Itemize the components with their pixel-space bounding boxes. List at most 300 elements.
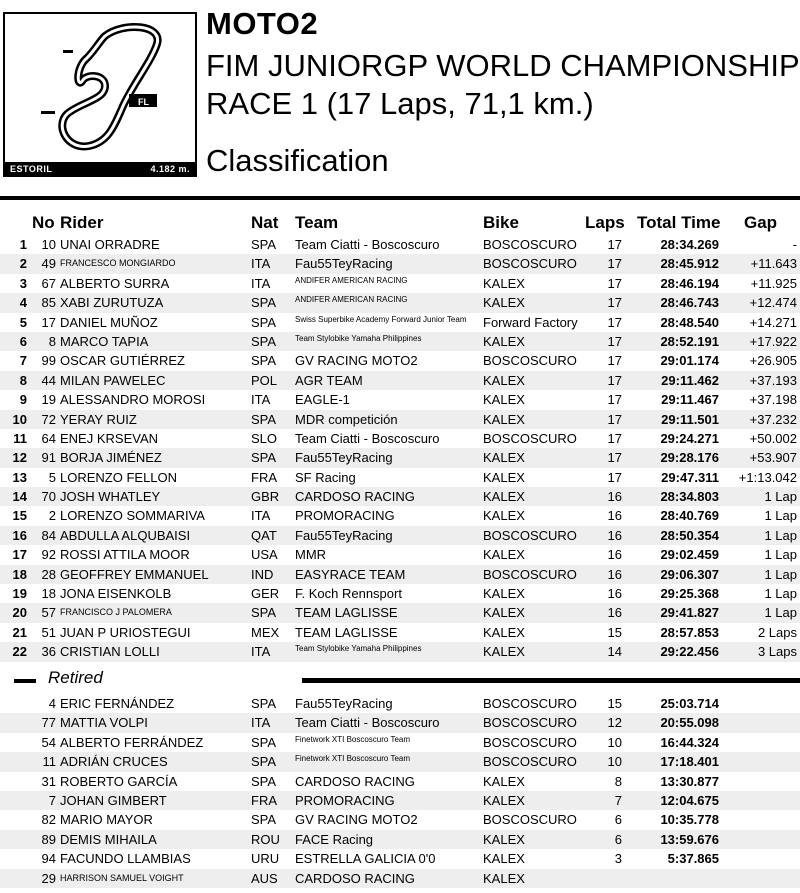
nationality-cell: SLO [251, 430, 278, 446]
rider-cell: LORENZO SOMMARIVA [60, 508, 205, 524]
gap-cell: +14.271 [749, 314, 797, 330]
nationality-cell: SPA [251, 696, 277, 711]
position-cell: 16 [12, 527, 27, 543]
rider-cell: DANIEL MUÑOZ [60, 314, 158, 330]
rider-cell: JUAN P URIOSTEGUI [60, 624, 191, 640]
circuit-layout-icon [5, 14, 195, 162]
total-time-cell: 28:45.912 [660, 256, 719, 272]
laps-cell: 17 [607, 372, 622, 388]
rider-cell: ADRIÁN CRUCES [60, 754, 168, 770]
rider-cell: DEMIS MIHAILA [60, 831, 157, 847]
team-cell: MDR competición [295, 411, 398, 427]
total-time-cell: 13:59.676 [660, 831, 719, 847]
number-cell: 7 [48, 792, 56, 808]
table-row [0, 830, 800, 849]
classification-table [0, 235, 800, 662]
track-name: ESTORIL [10, 163, 53, 174]
laps-cell: 17 [607, 430, 622, 446]
position-cell: 7 [19, 353, 27, 369]
rider-cell: XABI ZURUTUZA [60, 295, 164, 311]
rider-cell: JOHAN GIMBERT [60, 792, 167, 808]
number-cell: 91 [41, 450, 56, 466]
gap-cell: 1 Lap [764, 566, 797, 582]
laps-cell: 16 [607, 586, 622, 602]
rider-cell: YERAY RUIZ [60, 411, 137, 427]
laps-cell: 7 [614, 792, 622, 808]
laps-cell: 17 [607, 256, 622, 272]
bike-cell: KALEX [483, 469, 525, 485]
laps-cell: 16 [607, 489, 622, 505]
bike-cell: KALEX [483, 372, 525, 388]
rider-cell: JONA EISENKOLB [60, 586, 172, 602]
laps-cell: 17 [607, 469, 622, 485]
total-time-cell: 29:24.271 [660, 430, 719, 446]
number-cell: 18 [41, 586, 56, 602]
team-cell: EAGLE-1 [295, 392, 350, 408]
nationality-cell: QAT [251, 527, 277, 543]
nationality-cell: URU [251, 851, 280, 867]
position-cell: 12 [12, 450, 27, 466]
bike-cell: BOSCOSCURO [483, 754, 577, 770]
total-time-cell: 29:22.456 [660, 644, 719, 660]
table-row [0, 603, 800, 622]
team-cell: Swiss Superbike Academy Forward Junior Team [295, 314, 467, 324]
nationality-cell: GER [251, 586, 280, 602]
team-cell: Finetwork XTI Boscoscuro Team [295, 754, 411, 764]
table-row [0, 713, 800, 732]
position-cell: 5 [19, 314, 27, 330]
laps-cell: 17 [607, 411, 622, 427]
table-row [0, 274, 800, 293]
number-cell: 77 [41, 715, 56, 731]
total-time-cell: 17:18.401 [660, 754, 719, 770]
team-cell: Fau55TeyRacing [295, 527, 393, 543]
gap-cell: +50.002 [749, 430, 797, 446]
laps-cell: 16 [607, 605, 622, 621]
total-time-cell: 29:25.368 [660, 586, 719, 602]
bike-cell: Forward Factory [483, 314, 578, 330]
total-time-cell: 16:44.324 [660, 734, 719, 750]
laps-cell: 16 [607, 508, 622, 524]
table-row [0, 390, 800, 409]
total-time-cell: 29:41.827 [660, 605, 719, 621]
number-cell: 17 [41, 314, 56, 330]
laps-cell: 17 [607, 314, 622, 330]
laps-cell: 6 [614, 812, 622, 828]
bike-cell: KALEX [483, 831, 525, 847]
laps-cell: 3 [614, 851, 622, 867]
team-cell: SF Racing [295, 469, 356, 485]
gap-cell: 3 Laps [757, 644, 797, 660]
number-cell: 2 [48, 508, 56, 524]
rider-cell: BORJA JIMÉNEZ [60, 450, 162, 466]
bike-cell: KALEX [483, 392, 525, 408]
number-cell: 92 [41, 547, 56, 563]
laps-cell: 17 [607, 295, 622, 311]
position-cell: 3 [19, 275, 27, 291]
laps-cell: 17 [607, 450, 622, 466]
number-cell: 94 [41, 851, 56, 867]
position-cell: 22 [12, 644, 27, 660]
table-row [0, 584, 800, 603]
table-row [0, 810, 800, 829]
gap-cell: 1 Lap [764, 605, 797, 621]
bike-cell: KALEX [483, 605, 525, 621]
position-cell: 6 [19, 333, 27, 349]
col-header-team: Team [295, 213, 339, 232]
total-time-cell: 12:04.675 [660, 792, 719, 808]
position-cell: 8 [19, 372, 27, 388]
position-cell: 19 [12, 586, 27, 602]
table-row [0, 332, 800, 351]
laps-cell: 15 [607, 696, 622, 711]
bike-cell: KALEX [483, 851, 525, 867]
nationality-cell: SPA [251, 605, 277, 621]
team-cell: CARDOSO RACING [295, 773, 415, 789]
team-cell: PROMORACING [295, 508, 395, 524]
rider-cell: MARCO TAPIA [60, 333, 149, 349]
nationality-cell: USA [251, 547, 278, 563]
table-row [0, 429, 800, 448]
nationality-cell: MEX [251, 624, 280, 640]
number-cell: 10 [41, 237, 56, 252]
nationality-cell: GBR [251, 489, 280, 505]
nationality-cell: FRA [251, 469, 277, 485]
gap-cell: +11.925 [750, 275, 797, 291]
table-row [0, 752, 800, 771]
bike-cell: KALEX [483, 275, 525, 291]
retired-heading: Retired [48, 668, 103, 687]
bike-cell: BOSCOSCURO [483, 566, 577, 582]
fl-label: FL [138, 97, 149, 107]
total-time-cell: 5:37.865 [667, 851, 719, 867]
team-cell: Finetwork XTI Boscoscuro Team [295, 734, 411, 744]
table-row [0, 791, 800, 810]
team-cell: GV RACING MOTO2 [295, 812, 418, 828]
rider-cell: OSCAR GUTIÉRREZ [60, 353, 185, 369]
nationality-cell: IND [251, 566, 274, 582]
number-cell: 51 [41, 624, 56, 640]
rider-cell: MATTIA VOLPI [60, 715, 148, 731]
bike-cell: BOSCOSCURO [483, 715, 577, 731]
total-time-cell: 29:28.176 [660, 450, 719, 466]
gap-cell: 1 Lap [764, 586, 797, 602]
nationality-cell: ROU [251, 831, 280, 847]
rider-cell: ROBERTO GARCÍA [60, 773, 178, 789]
bike-cell: KALEX [483, 411, 525, 427]
team-cell: GV RACING MOTO2 [295, 353, 418, 369]
gap-cell: +12.474 [749, 295, 797, 311]
rider-cell: CRISTIAN LOLLI [60, 644, 160, 660]
position-cell: 21 [12, 624, 27, 640]
championship-title: FIM JUNIORGP WORLD CHAMPIONSHIP [206, 48, 800, 83]
number-cell: 99 [41, 353, 56, 369]
nationality-cell: AUS [251, 870, 278, 886]
nationality-cell: ITA [251, 275, 271, 291]
bike-cell: KALEX [483, 547, 525, 563]
number-cell: 67 [41, 275, 56, 291]
table-row [0, 448, 800, 467]
gap-cell: 2 Laps [757, 624, 797, 640]
number-cell: 72 [41, 411, 56, 427]
table-row [0, 733, 800, 752]
total-time-cell: 28:46.743 [660, 295, 719, 311]
table-row [0, 772, 800, 791]
gap-cell: +53.907 [749, 450, 797, 466]
team-cell: Team Ciatti - Boscoscuro [295, 430, 440, 446]
total-time-cell: 28:34.803 [660, 489, 719, 505]
position-cell: 15 [12, 508, 27, 524]
nationality-cell: SPA [251, 333, 277, 349]
team-cell: TEAM LAGLISSE [295, 605, 398, 621]
total-time-cell: 28:50.354 [660, 527, 719, 543]
team-cell: MMR [295, 547, 327, 563]
retired-table [0, 694, 800, 888]
team-cell: EASYRACE TEAM [295, 566, 406, 582]
number-cell: 8 [48, 333, 56, 349]
laps-cell: 12 [607, 715, 622, 731]
total-time-cell: 25:03.714 [660, 696, 719, 711]
total-time-cell: 28:40.769 [660, 508, 719, 524]
number-cell: 29 [41, 870, 56, 886]
track-footer [5, 162, 195, 175]
bike-cell: KALEX [483, 295, 525, 311]
laps-cell: 17 [607, 392, 622, 408]
bike-cell: KALEX [483, 624, 525, 640]
table-row [0, 526, 800, 545]
rider-cell: UNAI ORRADRE [60, 237, 160, 252]
rider-cell: ENEJ KRSEVAN [60, 430, 159, 446]
nationality-cell: SPA [251, 314, 277, 330]
number-cell: 4 [48, 696, 56, 711]
position-cell: 9 [19, 392, 27, 408]
bike-cell: KALEX [483, 508, 525, 524]
nationality-cell: SPA [251, 754, 277, 770]
position-cell: 10 [12, 411, 27, 427]
gap-cell: +37.198 [749, 392, 797, 408]
laps-cell: 10 [607, 754, 622, 770]
total-time-cell: 10:35.778 [660, 812, 719, 828]
bike-cell: KALEX [483, 773, 525, 789]
nationality-cell: ITA [251, 508, 271, 524]
rider-cell: FRANCISCO J PALOMERA [60, 607, 172, 618]
gap-cell: +37.232 [749, 411, 797, 427]
gap-cell: 1 Lap [764, 547, 797, 563]
table-row [0, 410, 800, 429]
track-map [3, 12, 197, 177]
table-row [0, 565, 800, 584]
position-cell: 20 [12, 605, 27, 621]
table-row [0, 487, 800, 506]
bike-cell: KALEX [483, 586, 525, 602]
total-time-cell: 28:48.540 [660, 314, 719, 330]
race-title: RACE 1 (17 Laps, 71,1 km.) [206, 86, 594, 121]
bike-cell: BOSCOSCURO [483, 237, 577, 252]
rider-cell: ALBERTO SURRA [60, 275, 170, 291]
rider-cell: ALBERTO FERRÁNDEZ [60, 734, 204, 750]
nationality-cell: POL [251, 372, 278, 388]
rider-cell: GEOFFREY EMMANUEL [60, 566, 209, 582]
team-cell: Team Stylobike Yamaha Philippines [295, 333, 422, 343]
gap-cell: +17.922 [749, 333, 797, 349]
team-cell: ANDIFER AMERICAN RACING [295, 295, 408, 305]
gap-cell: +37.193 [749, 372, 797, 388]
position-cell: 4 [19, 295, 27, 311]
number-cell: 70 [41, 489, 56, 505]
nationality-cell: ITA [251, 715, 271, 731]
table-row [0, 642, 800, 661]
laps-cell: 6 [614, 831, 622, 847]
position-cell: 18 [12, 566, 27, 582]
nationality-cell: SPA [251, 237, 277, 252]
number-cell: 84 [41, 527, 56, 543]
rider-cell: JOSH WHATLEY [60, 489, 161, 505]
track-length: 4.182 m. [150, 163, 190, 174]
col-header-nat: Nat [251, 213, 279, 232]
position-cell: 1 [19, 237, 27, 252]
bike-cell: KALEX [483, 333, 525, 349]
number-cell: 82 [41, 812, 56, 828]
rider-cell: ERIC FERNÁNDEZ [60, 696, 175, 711]
category-title: MOTO2 [206, 6, 319, 41]
table-row [0, 371, 800, 390]
table-row [0, 235, 800, 254]
number-cell: 5 [48, 469, 56, 485]
number-cell: 64 [41, 430, 56, 446]
header-divider [0, 196, 800, 200]
team-cell: TEAM LAGLISSE [295, 624, 398, 640]
number-cell: 31 [41, 773, 56, 789]
nationality-cell: ITA [251, 392, 271, 408]
col-header-time: Total Time [637, 213, 721, 232]
total-time-cell: 29:47.311 [661, 469, 719, 485]
nationality-cell: SPA [251, 353, 277, 369]
position-cell: 14 [12, 489, 27, 505]
total-time-cell: 28:46.194 [660, 275, 719, 291]
team-cell: PROMORACING [295, 792, 395, 808]
total-time-cell: 29:06.307 [660, 566, 719, 582]
table-row [0, 351, 800, 370]
gap-cell: +26.905 [749, 353, 797, 369]
bike-cell: KALEX [483, 489, 525, 505]
gap-cell: 1 Lap [764, 508, 797, 524]
rider-cell: FACUNDO LLAMBIAS [60, 851, 191, 867]
laps-cell: 16 [607, 547, 622, 563]
laps-cell: 14 [607, 644, 622, 660]
bike-cell: BOSCOSCURO [483, 696, 577, 711]
gap-cell: +11.643 [750, 256, 797, 272]
team-cell: CARDOSO RACING [295, 489, 415, 505]
rider-cell: ABDULLA ALQUBAISI [60, 527, 191, 543]
rider-cell: ALESSANDRO MOROSI [60, 392, 206, 408]
total-time-cell: 29:11.462 [661, 372, 719, 388]
total-time-cell: 20:55.098 [660, 715, 719, 731]
laps-cell: 16 [607, 527, 622, 543]
bike-cell: BOSCOSCURO [483, 812, 577, 828]
bike-cell: BOSCOSCURO [483, 430, 577, 446]
number-cell: 54 [41, 734, 56, 750]
total-time-cell: 13:30.877 [660, 773, 719, 789]
laps-cell: 17 [607, 333, 622, 349]
position-cell: 11 [13, 430, 27, 446]
bike-cell: KALEX [483, 870, 525, 886]
rider-cell: MARIO MAYOR [60, 812, 153, 828]
table-row [0, 694, 800, 713]
team-cell: Team Stylobike Yamaha Philippines [295, 644, 422, 654]
laps-cell: 15 [607, 624, 622, 640]
bike-cell: KALEX [483, 644, 525, 660]
table-row [0, 293, 800, 312]
total-time-cell: 29:01.174 [660, 353, 719, 369]
laps-cell: 10 [607, 734, 622, 750]
nationality-cell: SPA [251, 734, 277, 750]
nationality-cell: ITA [251, 256, 271, 272]
document-title: Classification [206, 143, 389, 178]
gap-cell: 1 Lap [764, 527, 797, 543]
rider-cell: MILAN PAWELEC [60, 372, 166, 388]
number-cell: 89 [41, 831, 56, 847]
number-cell: 19 [41, 392, 56, 408]
col-header-gap: Gap [744, 213, 778, 232]
total-time-cell: 28:34.269 [660, 237, 719, 252]
table-row [0, 869, 800, 888]
position-cell: 2 [19, 256, 27, 272]
team-cell: CARDOSO RACING [295, 870, 415, 886]
laps-cell: 8 [614, 773, 622, 789]
number-cell: 28 [41, 566, 56, 582]
bike-cell: KALEX [483, 792, 525, 808]
team-cell: ANDIFER AMERICAN RACING [295, 275, 408, 285]
table-row [0, 849, 800, 868]
table-row [0, 254, 800, 273]
laps-cell: 17 [607, 353, 622, 369]
number-cell: 85 [41, 295, 56, 311]
team-cell: Team Ciatti - Boscoscuro [295, 237, 440, 252]
nationality-cell: SPA [251, 773, 277, 789]
table-row [0, 545, 800, 564]
team-cell: ESTRELLA GALICIA 0'0 [295, 851, 436, 867]
team-cell: FACE Racing [295, 831, 374, 847]
laps-cell: 16 [607, 566, 622, 582]
number-cell: 11 [42, 754, 56, 770]
rider-cell: ROSSI ATTILA MOOR [60, 547, 190, 563]
bike-cell: BOSCOSCURO [483, 256, 577, 272]
team-cell: F. Koch Rennsport [295, 586, 402, 602]
rider-cell: HARRISON SAMUEL VOIGHT [60, 872, 184, 883]
gap-cell: - [792, 237, 797, 252]
team-cell: Fau55TeyRacing [295, 696, 393, 711]
number-cell: 36 [41, 644, 56, 660]
team-cell: Fau55TeyRacing [295, 256, 393, 272]
position-cell: 13 [12, 469, 27, 485]
col-header-laps: Laps [585, 213, 625, 232]
laps-cell: 17 [607, 275, 622, 291]
laps-cell: 17 [607, 237, 622, 252]
col-header-rider: Rider [60, 213, 104, 232]
number-cell: 49 [41, 256, 56, 272]
team-cell: Fau55TeyRacing [295, 450, 393, 466]
col-header-bike: Bike [483, 213, 519, 232]
table-row [0, 506, 800, 525]
bike-cell: BOSCOSCURO [483, 527, 577, 543]
gap-cell: 1 Lap [764, 489, 797, 505]
nationality-cell: SPA [251, 450, 277, 466]
gap-cell: +1:13.042 [738, 469, 797, 485]
retired-divider [302, 678, 800, 683]
total-time-cell: 28:52.191 [660, 333, 719, 349]
table-row [0, 468, 800, 487]
nationality-cell: SPA [251, 411, 277, 427]
